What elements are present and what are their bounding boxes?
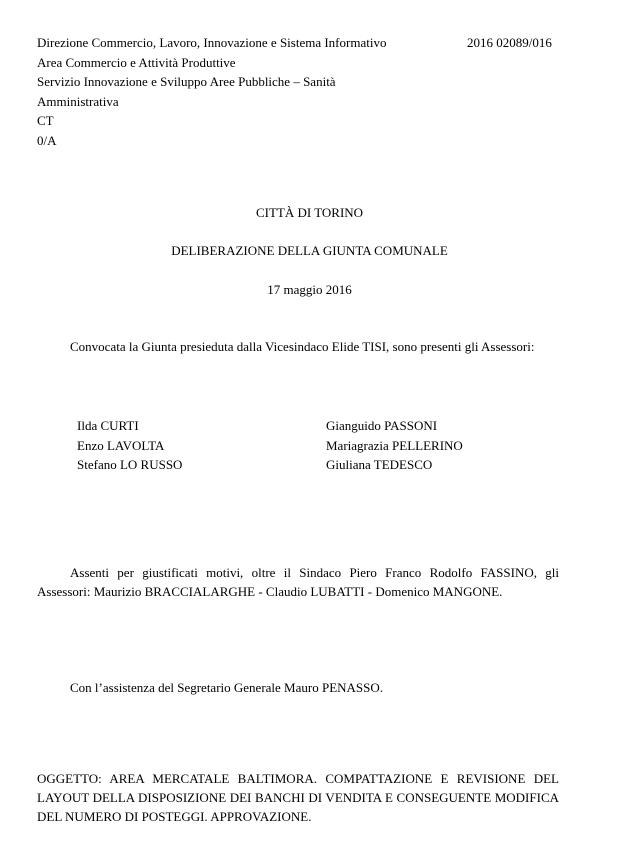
deliberation-title: DELIBERAZIONE DELLA GIUNTA COMUNALE <box>171 243 448 258</box>
assessor-name: Giuliana TEDESCO <box>326 457 433 472</box>
convocation-paragraph: Convocata la Giunta presieduta dalla Vicesindaco Elide TISI, sono presenti gli Assessori: <box>70 339 535 354</box>
header-department-block <box>37 33 386 150</box>
assessor-name: Gianguido PASSONI <box>326 418 438 433</box>
protocol-number: 2016 02089/016 <box>467 35 552 50</box>
header-line-area: Area Commercio e Attività Produttive <box>37 54 236 70</box>
header-line-initials: CT <box>37 113 54 128</box>
assessor-name: Stefano LO RUSSO <box>77 457 183 472</box>
assessor-name: Ilda CURTI <box>77 418 139 433</box>
present-assessors-right <box>326 416 463 475</box>
assistance-paragraph: Con l’assistenza del Segretario Generale Mauro PENASSO. <box>70 680 384 695</box>
assessor-name: Mariagrazia PELLERINO <box>326 437 463 453</box>
deliberation-date: 17 maggio 2016 <box>267 282 352 297</box>
city-name: CITTÀ DI TORINO <box>255 205 364 220</box>
header-line-servizio: Servizio Innovazione e Sviluppo Aree Pubbliche – Sanità <box>37 74 336 89</box>
subject-paragraph: OGGETTO: AREA MERCATALE BALTIMORA. COMPATTAZIONE E REVISIONE DEL LAYOUT DELLA DISPOSIZIONE DEI BANCHI DI VENDITA E CONSEGUENTE MODIFICA DEL NUMERO DI POSTEGGI. APPROVAZIONE. <box>37 771 559 824</box>
assessor-name: Enzo LAVOLTA <box>77 437 165 453</box>
present-assessors-left <box>77 416 182 475</box>
header-line-code: 0/A <box>37 132 57 148</box>
header-line-servizio-cont: Amministrativa <box>37 93 119 109</box>
header-line-direzione: Direzione Commercio, Lavoro, Innovazione e Sistema Informativo <box>37 35 387 50</box>
absent-paragraph: Assenti per giustificati motivi, oltre il Sindaco Piero Franco Rodolfo FASSINO, gli Assessori: Maurizio BRACCIALARGHE - Claudio LUBATTI - Domenico MANGONE. <box>37 565 559 599</box>
